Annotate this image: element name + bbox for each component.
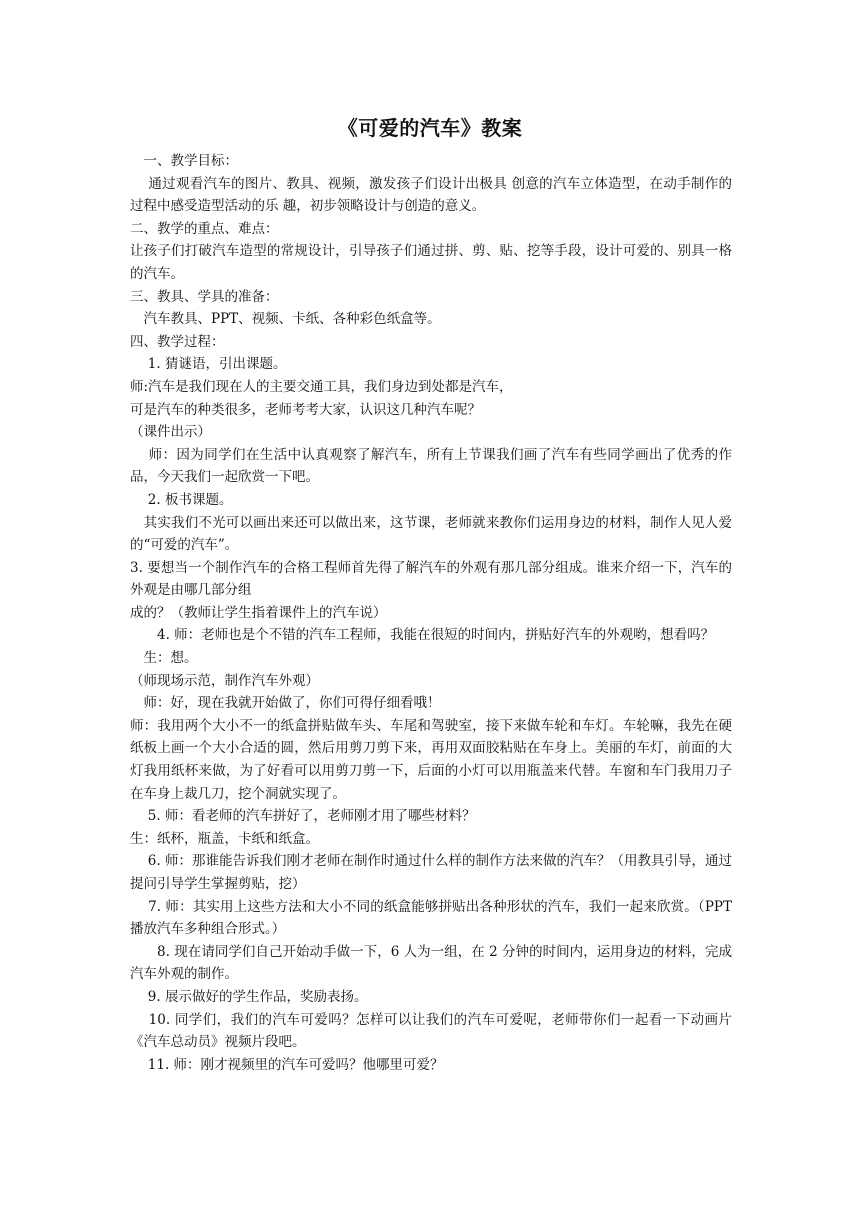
paragraph-step-1-text-b: 可是汽车的种类很多，老师考考大家，认识这几种汽车呢？ (130, 401, 481, 418)
paragraph-key-points-heading: 二、教学的重点、难点： (130, 220, 279, 237)
paragraph-step-8: 8. 现在请同学们自己开始动手做一下，6 人为一组，在 2 分钟的时间内，运用身边的材料，完成汽车外观的制作。 (130, 943, 732, 983)
paragraph-step-1-text-c: 师：因为同学们在生活中认真观察了解汽车，所有上节课我们画了汽车有些同学画出了优秀的作品，今天我们一起欣赏一下吧。 (130, 446, 732, 486)
paragraph-step-7: 7. 师：其实用上这些方法和大小不同的纸盒能够拼贴出各种形状的汽车，我们一起来欣赏。（PPT 播放汽车多种组合形式。） (130, 898, 732, 938)
document-title: 《可爱的汽车》教案 (337, 116, 523, 140)
paragraph-step-6: 6. 师：那谁能告诉我们刚才老师在制作时通过什么样的制作方法来做的汽车？（用教具引导，通过提问引导学生掌握剪贴，挖） (130, 853, 732, 892)
paragraph-step-2-text: 其实我们不光可以画出来还可以做出来，这节课，老师就来教你们运用身边的材料，制作人见人爱的“可爱的汽车”。 (130, 514, 732, 554)
paragraph-teacher-demo: 师：我用两个大小不一的纸盒拼贴做车头、车尾和驾驶室，接下来做车轮和车灯。车轮嘛，我先在硬纸板上画一个大小合适的圆，然后用剪刀剪下来，再用双面胶粘贴在车身上。美丽的车灯，前面的大灯我用纸杯来做，为了好看可以用剪刀剪一下，后面的小灯可以用瓶盖来代替。车窗和车门我用刀子在车身上裁几刀，挖个洞就实现了。 (130, 717, 732, 802)
paragraph-step-1: 1. 猜谜语，引出课题。 (130, 356, 287, 373)
paragraph-courseware-note: （课件出示） (130, 424, 211, 441)
paragraph-step-1-text-a: 师:汽车是我们现在人的主要交通工具，我们身边到处都是汽车， (130, 378, 513, 395)
paragraph-student-materials: 生：纸杯，瓶盖，卡纸和纸盒。 (130, 830, 319, 847)
paragraph-demo-note: （师现场示范，制作汽车外观） (130, 672, 319, 689)
document-body (130, 150, 732, 1076)
paragraph-step-5: 5. 师：看老师的汽车拼好了，老师刚才用了哪些材料？ (130, 808, 476, 825)
paragraph-materials-text: 汽车教具、PPT、视频、卡纸、各种彩色纸盒等。 (130, 311, 441, 328)
paragraph-step-2: 2. 板书课题。 (130, 491, 233, 508)
paragraph-materials-heading: 三、教具、学具的准备： (130, 288, 279, 305)
paragraph-step-10: 10. 同学们，我们的汽车可爱吗？怎样可以让我们的汽车可爱呢，老师带你们一起看一下动画片《汽车总动员》视频片段吧。 (130, 1011, 732, 1051)
paragraph-step-3-a: 3. 要想当一个制作汽车的合格工程师首先得了解汽车的外观有那几部分组成。谁来介绍一下，汽车的外观是由哪几部分组 (130, 559, 732, 599)
paragraph-process-heading: 四、教学过程： (130, 333, 225, 350)
paragraph-step-4: 4. 师：老师也是个不错的汽车工程师，我能在很短的时间内，拼贴好汽车的外观哟，想看吗？ (130, 627, 715, 644)
paragraph-objectives-text: 通过观看汽车的图片、教具、视频，激发孩子们设计出极具 创意的汽车立体造型，在动手制作的过程中感受造型活动的乐 趣，初步领略设计与创造的意义。 (130, 175, 732, 215)
paragraph-key-points-text: 让孩子们打破汽车造型的常规设计，引导孩子们通过拼、剪、贴、挖等手段，设计可爱的、别具一格的汽车。 (130, 243, 732, 282)
paragraph-objectives-heading: 一、教学目标： (130, 153, 238, 169)
paragraph-teacher-start: 师：好，现在我就开始做了，你们可得仔细看哦！ (130, 695, 441, 712)
paragraph-step-11: 11. 师：刚才视频里的汽车可爱吗？他哪里可爱？ (130, 1056, 444, 1073)
paragraph-step-9: 9. 展示做好的学生作品，奖励表扬。 (130, 988, 368, 1005)
paragraph-student-reply: 生：想。 (130, 650, 198, 667)
paragraph-step-3-b: 成的？（教师让学生指着课件上的汽车说） (130, 604, 387, 621)
